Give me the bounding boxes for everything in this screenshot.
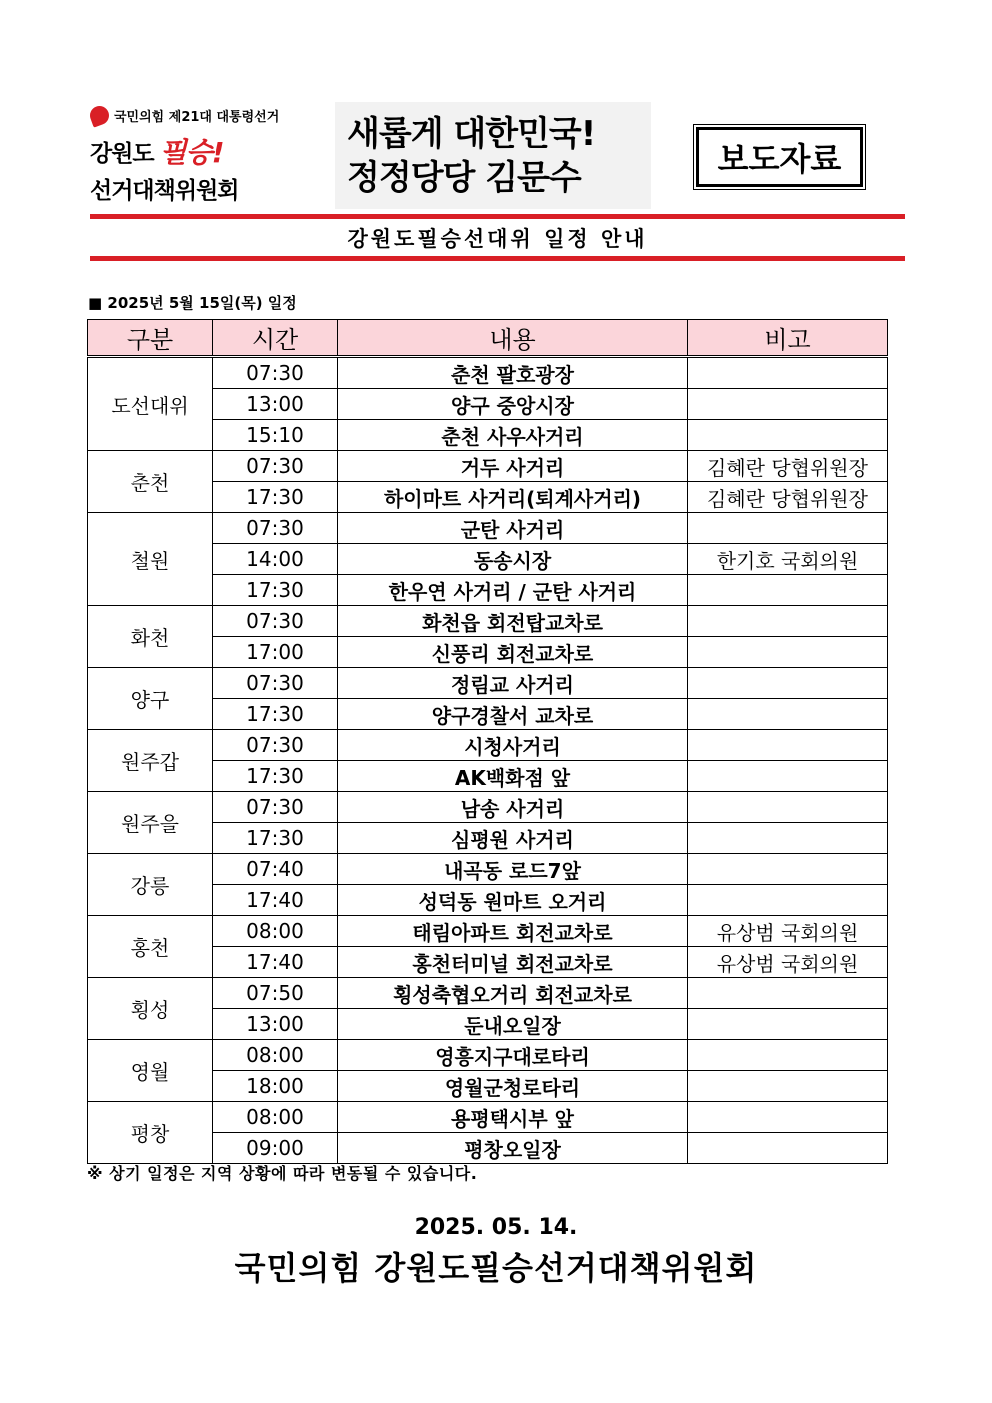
time-cell: 07:30 (213, 606, 338, 637)
footnote: ※ 상기 일정은 지역 상황에 따라 변동될 수 있습니다. (87, 1164, 478, 1183)
issue-date: 2025. 05. 14. (414, 1215, 578, 1240)
time-cell: 07:30 (213, 730, 338, 761)
time-cell: 17:30 (213, 761, 338, 792)
content-cell: 동송시장 (338, 544, 688, 575)
note-cell (688, 761, 888, 792)
region-cell: 춘천 (88, 451, 213, 513)
time-cell: 17:30 (213, 699, 338, 730)
content-cell: 태림아파트 회전교차로 (338, 916, 688, 947)
logo-row (90, 131, 335, 171)
table-row (88, 357, 888, 389)
content-cell: 정림교 사거리 (338, 668, 688, 699)
column-header-content: 내용 (338, 320, 688, 357)
header (90, 100, 905, 215)
region-cell: 횡성 (88, 978, 213, 1040)
note-cell (688, 823, 888, 854)
region-cell: 양구 (88, 668, 213, 730)
region-cell: 화천 (88, 606, 213, 668)
time-cell: 07:50 (213, 978, 338, 1009)
time-cell: 09:00 (213, 1133, 338, 1164)
schedule-table (87, 319, 888, 1164)
note-cell (688, 513, 888, 544)
party-election-label: 국민의힘 제21대 대통령선거 (114, 110, 280, 125)
region-cell: 강릉 (88, 854, 213, 916)
note-cell: 유상범 국회의원 (688, 947, 888, 978)
table-row (88, 730, 888, 761)
title-top-rule (90, 214, 905, 219)
note-cell (688, 637, 888, 668)
slogan-banner (335, 102, 651, 209)
logo-region: 강원도 (90, 140, 154, 167)
time-cell: 07:30 (213, 451, 338, 482)
logo-must-win: 필승! (159, 136, 224, 169)
content-cell: 한우연 사거리 / 군탄 사거리 (338, 575, 688, 606)
party-line (90, 106, 335, 125)
note-cell (688, 730, 888, 761)
table-row (88, 668, 888, 699)
time-cell: 17:30 (213, 482, 338, 513)
region-cell: 영월 (88, 1040, 213, 1102)
time-cell: 18:00 (213, 1071, 338, 1102)
note-cell: 김혜란 당협위원장 (688, 482, 888, 513)
content-cell: 군탄 사거리 (338, 513, 688, 544)
time-cell: 17:30 (213, 575, 338, 606)
note-cell (688, 1071, 888, 1102)
table-row (88, 978, 888, 1009)
content-cell: 신풍리 회전교차로 (338, 637, 688, 668)
note-cell (688, 1133, 888, 1164)
time-cell: 17:40 (213, 885, 338, 916)
table-header-row (88, 320, 888, 357)
content-cell: 홍천터미널 회전교차로 (338, 947, 688, 978)
content-cell: 남송 사거리 (338, 792, 688, 823)
time-cell: 15:10 (213, 420, 338, 451)
time-cell: 07:30 (213, 668, 338, 699)
time-cell: 08:00 (213, 1040, 338, 1071)
time-cell: 14:00 (213, 544, 338, 575)
content-cell: 춘천 사우사거리 (338, 420, 688, 451)
time-cell: 07:30 (213, 792, 338, 823)
schedule-date: ■ 2025년 5월 15일(목) 일정 (88, 294, 297, 312)
content-cell: 성덕동 원마트 오거리 (338, 885, 688, 916)
note-cell (688, 420, 888, 451)
table-row (88, 916, 888, 947)
note-cell (688, 1102, 888, 1133)
region-cell: 도선대위 (88, 357, 213, 451)
time-cell: 13:00 (213, 1009, 338, 1040)
note-cell (688, 389, 888, 420)
table-row (88, 513, 888, 544)
content-cell: 양구 중앙시장 (338, 389, 688, 420)
campaign-logo (90, 106, 335, 206)
time-cell: 08:00 (213, 916, 338, 947)
content-cell: 심평원 사거리 (338, 823, 688, 854)
slogan-line-2: 정정당당 김문수 (347, 157, 581, 198)
content-cell: 용평택시부 앞 (338, 1102, 688, 1133)
time-cell: 17:30 (213, 823, 338, 854)
logo-committee: 선거대책위원회 (90, 178, 239, 204)
content-cell: AK백화점 앞 (338, 761, 688, 792)
table-row (88, 1102, 888, 1133)
note-cell: 유상범 국회의원 (688, 916, 888, 947)
schedule-body (88, 357, 888, 1164)
table-row (88, 451, 888, 482)
note-cell (688, 606, 888, 637)
note-cell (688, 575, 888, 606)
time-cell: 13:00 (213, 389, 338, 420)
column-header-category: 구분 (88, 320, 213, 357)
content-cell: 시청사거리 (338, 730, 688, 761)
table-row (88, 854, 888, 885)
content-cell: 둔내오일장 (338, 1009, 688, 1040)
content-cell: 평창오일장 (338, 1133, 688, 1164)
time-cell: 17:40 (213, 947, 338, 978)
region-cell: 원주갑 (88, 730, 213, 792)
note-cell (688, 1009, 888, 1040)
content-cell: 화천읍 회전탑교차로 (338, 606, 688, 637)
content-cell: 영월군청로타리 (338, 1071, 688, 1102)
title-bottom-rule (90, 256, 905, 261)
region-cell: 철원 (88, 513, 213, 606)
content-cell: 횡성축협오거리 회전교차로 (338, 978, 688, 1009)
region-cell: 평창 (88, 1102, 213, 1164)
note-cell (688, 699, 888, 730)
time-cell: 08:00 (213, 1102, 338, 1133)
content-cell: 양구경찰서 교차로 (338, 699, 688, 730)
note-cell: 한기호 국회의원 (688, 544, 888, 575)
content-cell: 내곡동 로드7앞 (338, 854, 688, 885)
region-cell: 홍천 (88, 916, 213, 978)
column-header-time: 시간 (213, 320, 338, 357)
note-cell (688, 357, 888, 389)
slogan-line-1: 새롭게 대한민국! (347, 113, 596, 154)
party-mark-icon (87, 103, 111, 127)
note-cell (688, 1040, 888, 1071)
content-cell: 춘천 팔호광장 (338, 357, 688, 389)
column-header-note: 비고 (688, 320, 888, 357)
organization-name: 국민의힘 강원도필승선거대책위원회 (234, 1249, 758, 1287)
time-cell: 07:30 (213, 357, 338, 389)
time-cell: 07:40 (213, 854, 338, 885)
note-cell (688, 885, 888, 916)
note-cell: 김혜란 당협위원장 (688, 451, 888, 482)
press-release-label: 보도자료 (696, 127, 863, 187)
time-cell: 17:00 (213, 637, 338, 668)
content-cell: 영흥지구대로타리 (338, 1040, 688, 1071)
content-cell: 하이마트 사거리(퇴계사거리) (338, 482, 688, 513)
note-cell (688, 668, 888, 699)
note-cell (688, 792, 888, 823)
table-row (88, 792, 888, 823)
content-cell: 거두 사거리 (338, 451, 688, 482)
note-cell (688, 978, 888, 1009)
region-cell: 원주을 (88, 792, 213, 854)
note-cell (688, 854, 888, 885)
table-row (88, 1040, 888, 1071)
time-cell: 07:30 (213, 513, 338, 544)
table-row (88, 606, 888, 637)
document-title: 강원도필승선대위 일정 안내 (347, 227, 648, 251)
